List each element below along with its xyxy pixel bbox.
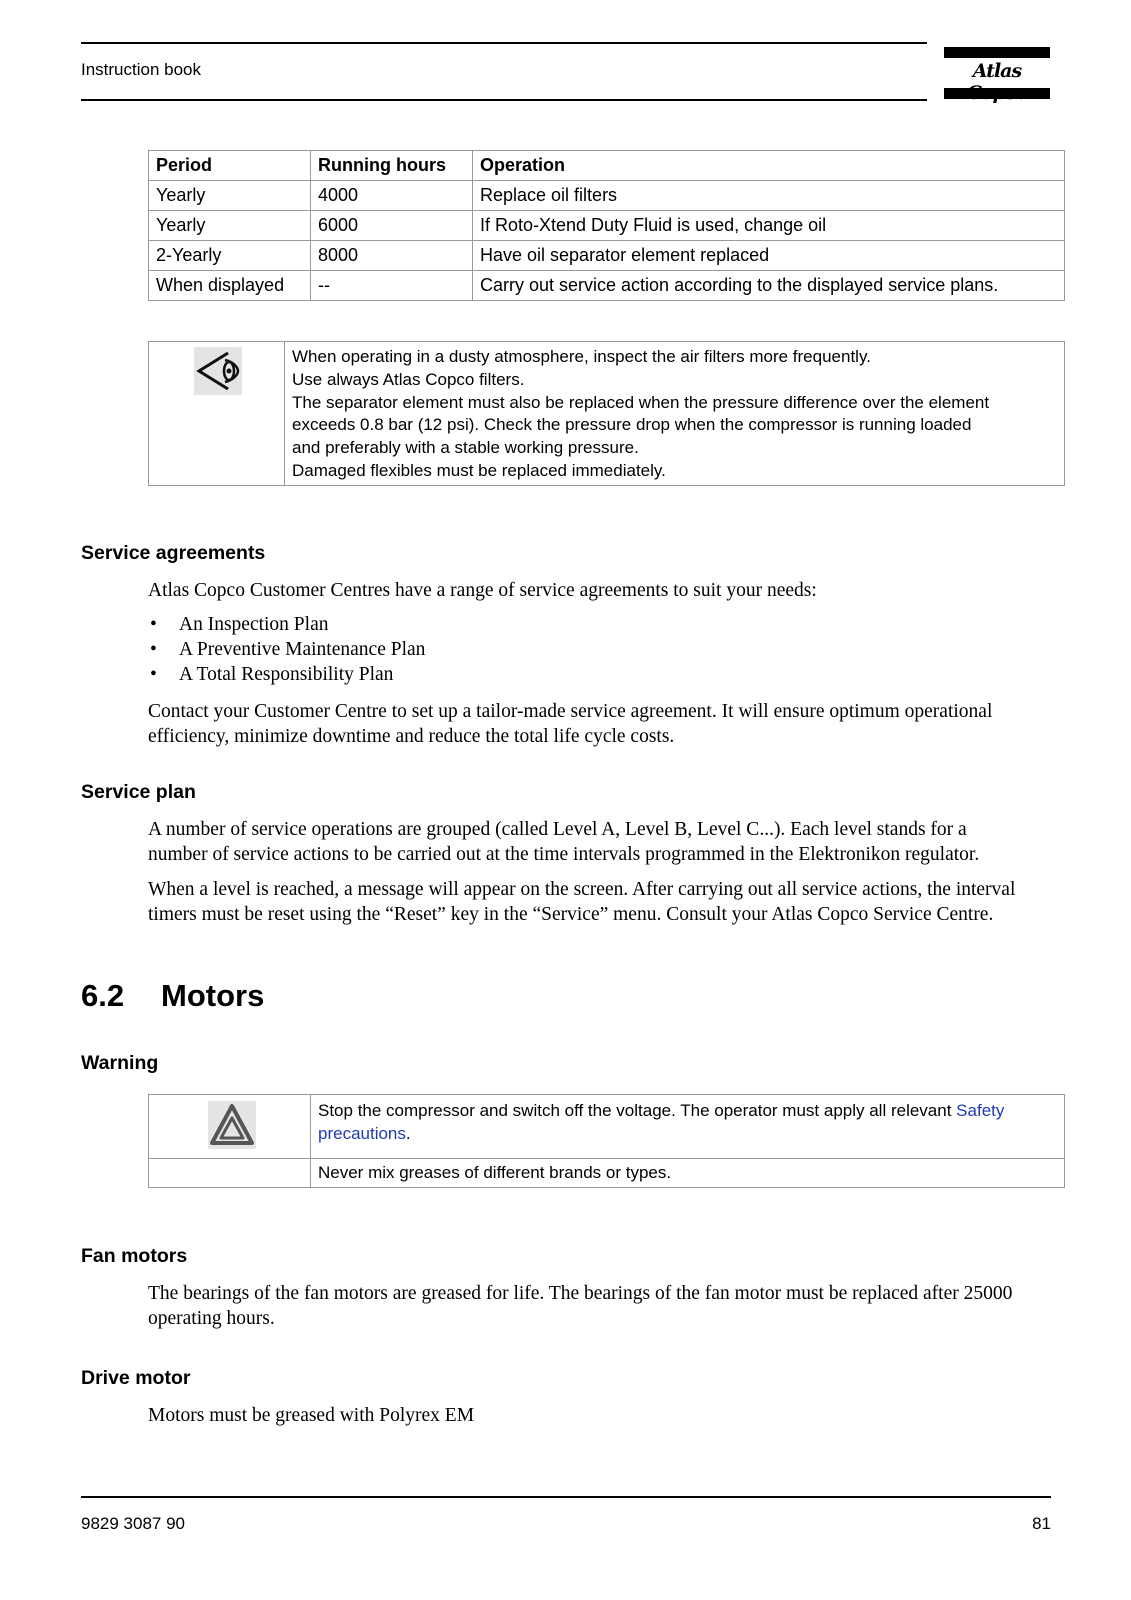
table-row (149, 211, 1065, 241)
table-cell: Yearly (149, 211, 311, 241)
service-plan-paragraph-2: When a level is reached, a message will appear on the screen. After carrying out all service actions, the interval timers must be reset using the “Reset” key in the “Service” menu. Consult your Atlas Copco Service Centre. (148, 879, 1016, 925)
service-agreements-heading: Service agreements (81, 542, 266, 564)
chapter-title: Motors (161, 978, 265, 1013)
table-cell: 8000 (311, 241, 473, 271)
service-agreements-intro: Atlas Copco Customer Centres have a range of service agreements to suit your needs: (148, 580, 817, 601)
service-plan-paragraph-1: A number of service operations are grouped (called Level A, Level B, Level C...). Each level stands for a number of service actions to be carried out at the time intervals programmed in the Elektronikon regulator. (148, 819, 980, 865)
table-cell: Yearly (149, 181, 311, 211)
footer-rule (81, 1496, 1051, 1498)
table-cell: Carry out service action according to the displayed service plans. (473, 271, 1065, 301)
notice-box (148, 341, 1065, 486)
safety-precautions-link[interactable]: Safety (956, 1101, 1005, 1120)
notice-text (292, 346, 1062, 483)
fan-motors-paragraph: The bearings of the fan motors are greased for life. The bearings of the fan motor must be replaced after 25000 operating hours. (148, 1283, 1013, 1329)
table-cell: Have oil separator element replaced (473, 241, 1065, 271)
service-plan-heading: Service plan (81, 781, 196, 803)
warning-text: Stop the compressor and switch off the voltage. The operator must apply all relevant Safety precautions. (318, 1101, 1005, 1143)
service-schedule-table (148, 150, 1065, 301)
notice-line: When operating in a dusty atmosphere, inspect the air filters more frequently. (292, 347, 871, 366)
chapter-number: 6.2 (81, 978, 125, 1013)
service-agreements-paragraph: Contact your Customer Centre to set up a tailor-made service agreement. It will ensure optimum operational efficiency, minimize downtime and reduce the total life cycle costs. (148, 701, 993, 747)
brand-logo-text: Atlas (972, 60, 1022, 82)
column-header: Operation (473, 151, 1065, 181)
safety-precautions-link[interactable]: precautions (318, 1123, 406, 1143)
notice-line: Damaged flexibles must be replaced immediately. (292, 460, 666, 480)
table-row (149, 181, 1065, 211)
column-header: Period (149, 151, 311, 181)
table-cell: -- (311, 271, 473, 301)
column-header: Running hours (311, 151, 473, 181)
table-cell: When displayed (149, 271, 311, 301)
fan-motors-heading: Fan motors (81, 1245, 188, 1267)
table-row (149, 271, 1065, 301)
table-cell: 6000 (311, 211, 473, 241)
table-row (149, 241, 1065, 271)
warning-triangle-icon (208, 1101, 256, 1149)
notice-line: The separator element must also be replaced when the pressure difference over the element (292, 392, 990, 412)
warning-heading: Warning (81, 1052, 159, 1074)
brand-logo (944, 47, 1050, 99)
header-bottom-rule (81, 99, 927, 101)
header-title: Instruction book (81, 60, 202, 79)
notice-icon-cell (149, 342, 285, 485)
table-cell: 2-Yearly (149, 241, 311, 271)
warning-icon-cell (149, 1095, 311, 1187)
notice-line: Use always Atlas Copco filters. (292, 369, 525, 389)
header-top-rule (81, 42, 927, 44)
eye-icon (194, 347, 242, 395)
table-cell: Replace oil filters (473, 181, 1065, 211)
warning-row-divider (149, 1158, 1064, 1159)
drive-motor-heading: Drive motor (81, 1367, 191, 1389)
notice-line: exceeds 0.8 bar (12 psi). Check the pressure drop when the compressor is running loaded (292, 415, 972, 435)
table-cell: If Roto-Xtend Duty Fluid is used, change oil (473, 211, 1065, 241)
grease-warning-text: Never mix greases of different brands or types. (318, 1163, 672, 1182)
chapter-heading (81, 978, 264, 1014)
drive-motor-paragraph: Motors must be greased with Polyrex EM (148, 1405, 475, 1426)
footer-page-number: 81 (1032, 1514, 1051, 1533)
table-header-row (149, 151, 1065, 181)
footer-doc-number: 9829 3087 90 (81, 1514, 185, 1533)
warning-box (148, 1094, 1065, 1188)
table-cell: 4000 (311, 181, 473, 211)
notice-line: and preferably with a stable working pressure. (292, 438, 639, 458)
